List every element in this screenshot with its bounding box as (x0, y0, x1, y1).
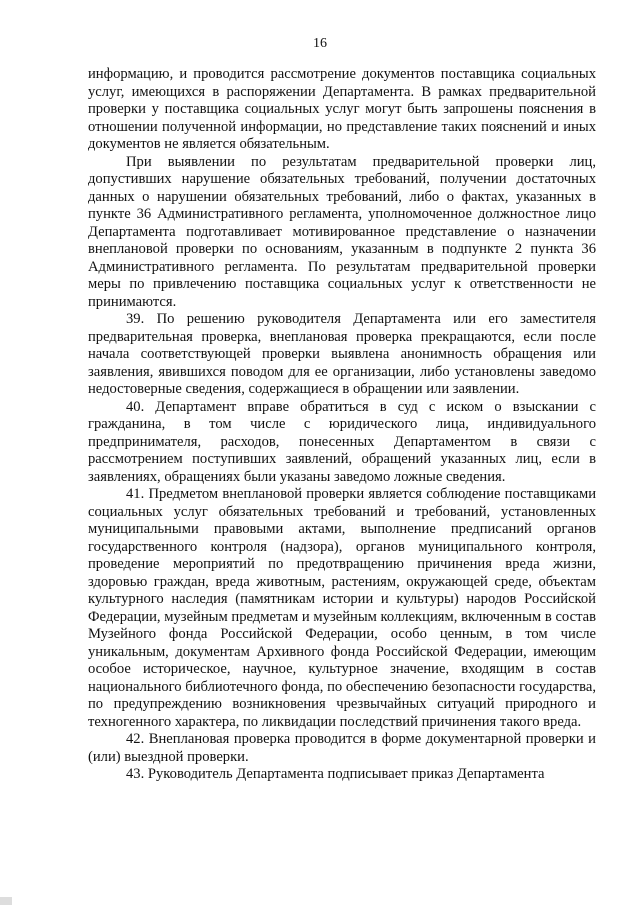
paragraph-43: 43. Руководитель Департамента подписывает приказ Департамента (126, 766, 545, 782)
paragraph-42: 42. Внеплановая проверка проводится в форме документарной проверки и (или) выездной проверки. (88, 731, 596, 765)
paragraph-preliminary-check-result: При выявлении по результатам предварительной проверки лиц, допустивших нарушение обязательных требований, получении достаточных данных о нарушении обязательных требований, либо о фактах, указанных в пункте 36 Административного регламента, уполномоченное должностное лицо Департамента подготавливает мотивированное представление о назначении внеплановой проверки по основаниям, указанным в подпункте 2 пункта 36 Административного регламента. По результатам предварительной проверки меры по привлечению поставщика социальных услуг к ответственности не принимаются. (88, 153, 596, 310)
paragraph-39: 39. По решению руководителя Департамента или его заместителя предварительная проверка, внеплановая проверка прекращаются, если после начала соответствующей проверки выявлена анонимность обращения или заявления, явившихся поводом для ее организации, либо установлены заведомо недостоверные сведения, содержащиеся в обращении или заявлении. (88, 311, 596, 397)
page-number: 16 (313, 36, 327, 51)
scan-edge-mark (0, 897, 12, 905)
document-body (88, 66, 596, 784)
paragraph-41: 41. Предметом внеплановой проверки является соблюдение поставщиками социальных услуг обязательных требований и требований, установленных муниципальными правовыми актами, выполнение предписаний органов государственного контроля (надзора), органов муниципального контроля, проведение мероприятий по предотвращению причинения вреда жизни, здоровью граждан, вреда животным, растениям, окружающей среде, объектам культурного наследия (памятникам истории и культуры) народов Российской Федерации, музейным предметам и музейным коллекциям, включенным в состав Музейного фонда Российской Федерации, особо ценным, в том числе уникальным, документам Архивного фонда Российской Федерации, имеющим особое историческое, научное, культурное значение, входящим в состав национального библиотечного фонда, по обеспечению безопасности государства, по предупреждению возникновения чрезвычайных ситуаций природного и техногенного характера, по ликвидации последствий причинения такого вреда. (88, 486, 596, 730)
paragraph-40: 40. Департамент вправе обратиться в суд с иском о взыскании с гражданина, в том числе с юридического лица, индивидуального предпринимателя, расходов, понесенных Департаментом в связи с рассмотрением поступивших заявлений, обращений указанных лиц, если в заявлениях, обращениях были указаны заведомо ложные сведения. (88, 398, 596, 485)
paragraph-continuation: информацию, и проводится рассмотрение документов поставщика социальных услуг, имеющихся в распоряжении Департамента. В рамках предварительной проверки у поставщика социальных услуг могут быть запрошены пояснения в отношении полученной информации, но представление таких пояснений и иных документов не является обязательным. (88, 66, 596, 152)
